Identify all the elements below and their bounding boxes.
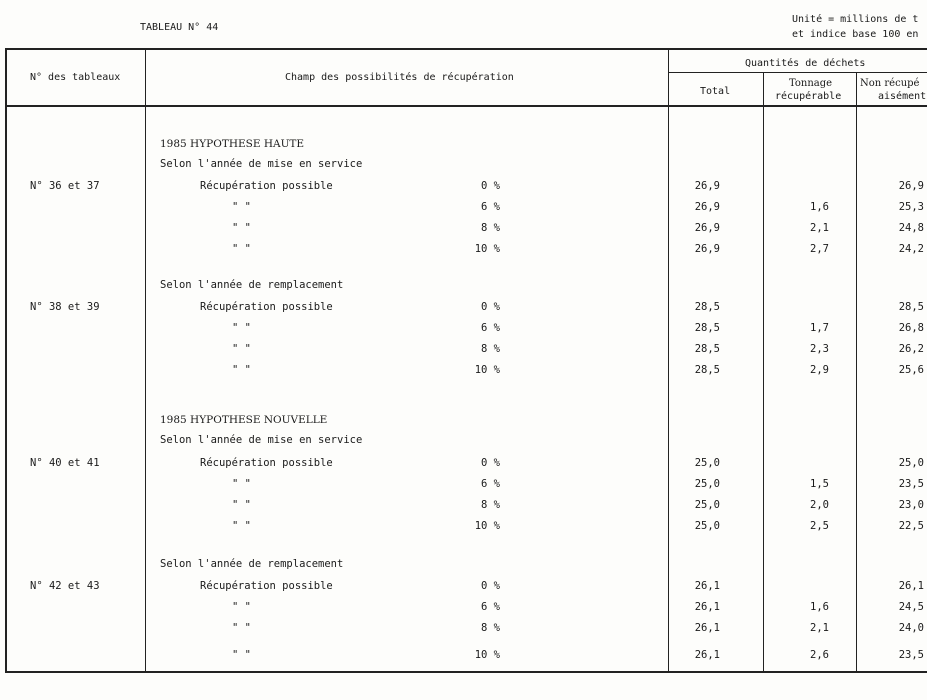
- row-percent: 10 %: [474, 520, 500, 532]
- cell-total: 26,9: [694, 180, 720, 192]
- cell-total: 26,1: [694, 580, 720, 592]
- header-bottom-rule: [5, 105, 927, 107]
- table-ref: N° 42 et 43: [30, 580, 100, 592]
- table-ref: N° 38 et 39: [30, 301, 100, 313]
- col-divider-2: [668, 48, 669, 672]
- cell-non-recuperable: 24,0: [898, 622, 924, 634]
- cell-non-recuperable: 24,5: [898, 601, 924, 613]
- header-tableaux: N° des tableaux: [30, 72, 121, 83]
- cell-total: 25,0: [694, 520, 720, 532]
- cell-tonnage: 2,1: [810, 622, 829, 634]
- section-subheading: Selon l'année de mise en service: [160, 158, 363, 170]
- row-label: Récupération possible: [200, 457, 333, 469]
- header-quantites: Quantités de déchets: [745, 58, 866, 69]
- cell-non-recuperable: 23,0: [898, 499, 924, 511]
- row-label: Récupération possible: [200, 301, 333, 313]
- cell-non-recuperable: 22,5: [898, 520, 924, 532]
- table-left-border: [5, 48, 7, 672]
- cell-non-recuperable: 25,3: [898, 201, 924, 213]
- cell-non-recuperable: 28,5: [898, 301, 924, 313]
- col-divider-1: [145, 48, 146, 672]
- row-percent: 6 %: [481, 601, 500, 613]
- row-label: " ": [232, 601, 251, 613]
- header-champ: Champ des possibilités de récupération: [285, 72, 514, 83]
- row-percent: 8 %: [481, 622, 500, 634]
- cell-tonnage: 2,0: [810, 499, 829, 511]
- row-label: " ": [232, 243, 251, 255]
- cell-total: 26,1: [694, 649, 720, 661]
- header-non-1: Non récupé: [860, 78, 920, 89]
- table-title: TABLEAU N° 44: [140, 22, 219, 33]
- cell-tonnage: 1,6: [810, 601, 829, 613]
- cell-total: 26,9: [694, 201, 720, 213]
- unit-note-line2: et indice base 100 en: [792, 29, 919, 40]
- cell-non-recuperable: 26,8: [898, 322, 924, 334]
- row-label: " ": [232, 499, 251, 511]
- cell-total: 26,9: [694, 222, 720, 234]
- row-label: Récupération possible: [200, 580, 333, 592]
- header-tonnage-1: Tonnage: [789, 78, 833, 89]
- cell-non-recuperable: 23,5: [898, 478, 924, 490]
- cell-total: 28,5: [694, 364, 720, 376]
- section-subheading: Selon l'année de remplacement: [160, 558, 344, 570]
- row-label: " ": [232, 622, 251, 634]
- cell-tonnage: 2,5: [810, 520, 829, 532]
- cell-tonnage: 2,9: [810, 364, 829, 376]
- row-label: " ": [232, 649, 251, 661]
- row-percent: 6 %: [481, 201, 500, 213]
- cell-total: 25,0: [694, 478, 720, 490]
- cell-tonnage: 2,7: [810, 243, 829, 255]
- header-tonnage-2: récupérable: [775, 91, 842, 102]
- section-heading: 1985 HYPOTHESE HAUTE: [160, 138, 305, 150]
- cell-total: 28,5: [694, 322, 720, 334]
- row-percent: 8 %: [481, 343, 500, 355]
- row-percent: 8 %: [481, 499, 500, 511]
- cell-tonnage: 2,1: [810, 222, 829, 234]
- row-percent: 10 %: [474, 649, 500, 661]
- cell-non-recuperable: 23,5: [898, 649, 924, 661]
- cell-total: 28,5: [694, 301, 720, 313]
- row-percent: 6 %: [481, 322, 500, 334]
- row-percent: 8 %: [481, 222, 500, 234]
- section-subheading: Selon l'année de remplacement: [160, 279, 344, 291]
- cell-total: 26,1: [694, 622, 720, 634]
- cell-total: 26,9: [694, 243, 720, 255]
- cell-total: 25,0: [694, 499, 720, 511]
- row-label: " ": [232, 478, 251, 490]
- row-label: Récupération possible: [200, 180, 333, 192]
- cell-total: 28,5: [694, 343, 720, 355]
- cell-non-recuperable: 25,6: [898, 364, 924, 376]
- row-percent: 0 %: [481, 457, 500, 469]
- row-label: " ": [232, 364, 251, 376]
- cell-non-recuperable: 25,0: [898, 457, 924, 469]
- cell-non-recuperable: 26,1: [898, 580, 924, 592]
- table-bottom-border: [5, 671, 927, 673]
- cell-tonnage: 1,7: [810, 322, 829, 334]
- row-percent: 0 %: [481, 580, 500, 592]
- cell-non-recuperable: 26,2: [898, 343, 924, 355]
- cell-tonnage: 2,6: [810, 649, 829, 661]
- cell-non-recuperable: 24,8: [898, 222, 924, 234]
- table-ref: N° 36 et 37: [30, 180, 100, 192]
- unit-note-line1: Unité = millions de t: [792, 14, 919, 25]
- header-mid-rule: [668, 72, 927, 73]
- table-ref: N° 40 et 41: [30, 457, 100, 469]
- cell-tonnage: 1,5: [810, 478, 829, 490]
- row-percent: 0 %: [481, 180, 500, 192]
- section-heading: 1985 HYPOTHESE NOUVELLE: [160, 414, 328, 426]
- cell-total: 25,0: [694, 457, 720, 469]
- row-label: " ": [232, 322, 251, 334]
- row-percent: 6 %: [481, 478, 500, 490]
- row-percent: 10 %: [474, 243, 500, 255]
- cell-non-recuperable: 24,2: [898, 243, 924, 255]
- header-total: Total: [700, 86, 731, 97]
- cell-non-recuperable: 26,9: [898, 180, 924, 192]
- row-percent: 0 %: [481, 301, 500, 313]
- cell-total: 26,1: [694, 601, 720, 613]
- row-label: " ": [232, 520, 251, 532]
- cell-tonnage: 1,6: [810, 201, 829, 213]
- row-label: " ": [232, 343, 251, 355]
- cell-tonnage: 2,3: [810, 343, 829, 355]
- row-percent: 10 %: [474, 364, 500, 376]
- row-label: " ": [232, 201, 251, 213]
- row-label: " ": [232, 222, 251, 234]
- table-top-border: [5, 48, 927, 50]
- header-non-2: aisément: [878, 91, 927, 102]
- section-subheading: Selon l'année de mise en service: [160, 434, 363, 446]
- col-divider-4: [856, 72, 857, 672]
